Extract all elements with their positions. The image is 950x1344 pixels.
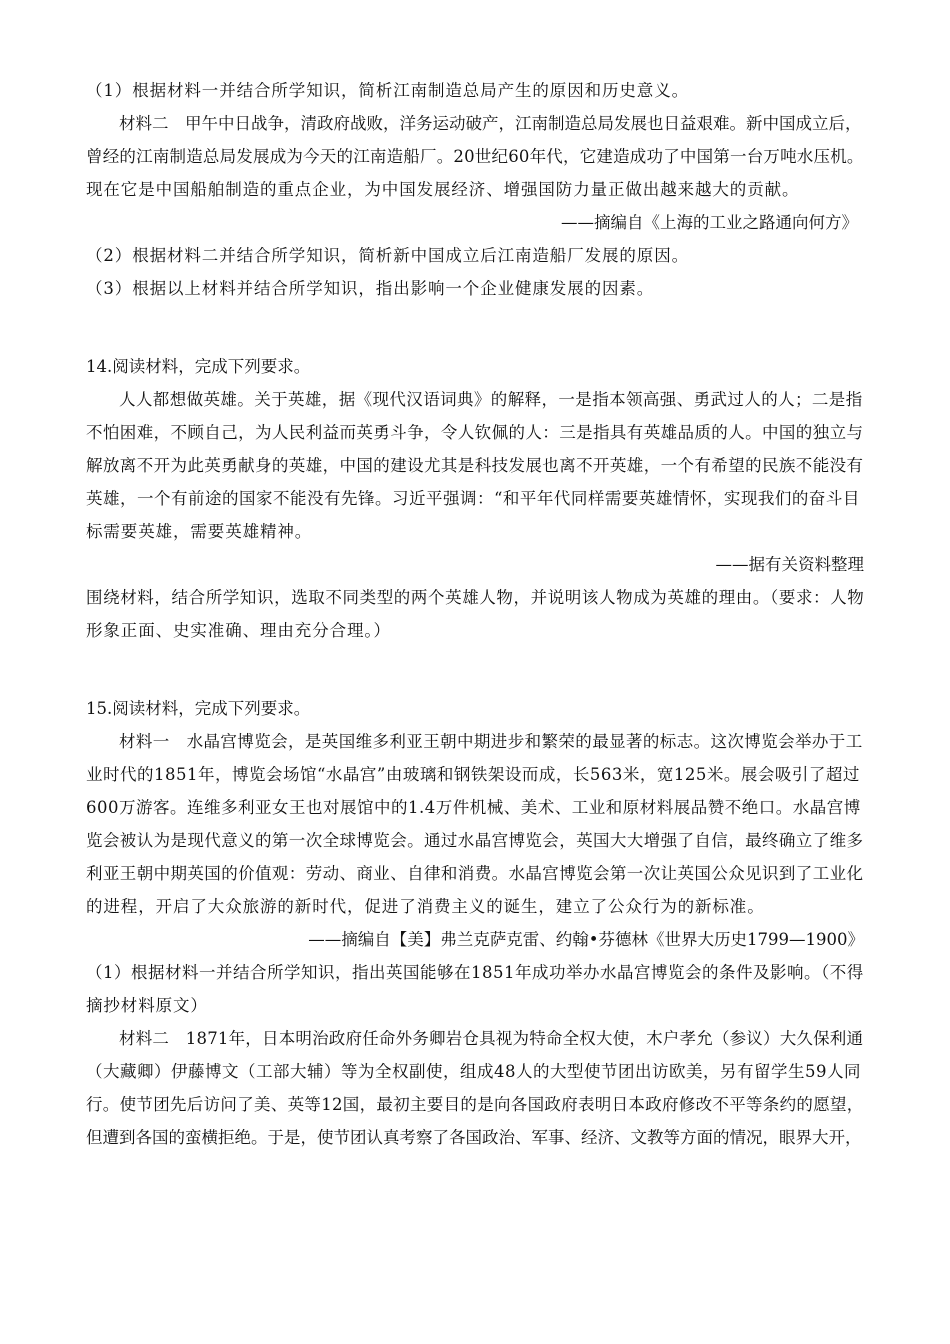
q15-sub1-line: （1）根据材料一并结合所学知识，指出英国能够在1851年成功举办水晶宫博览会的条件及影响。（不得 [86, 963, 864, 982]
q14-material-line: 英雄，一个有前途的国家不能没有先锋。习近平强调：“和平年代同样需要英雄情怀，实现我们的奋斗目 [86, 489, 860, 508]
q15-material1-line: 600万游客。连维多利亚女王也对展馆中的1.4万件机械、美术、工业和原材料展品赞不绝口。水晶宫博 [86, 798, 861, 817]
q14-task-line: 围绕材料，结合所学知识，选取不同类型的两个英雄人物，并说明该人物成为英雄的理由。（要求：人物 [86, 588, 865, 607]
q15-material1-line: 利亚王朝中期英国的价值观：劳动、商业、自律和消费。水晶宫博览会第一次让英国公众见识到了工业化 [86, 864, 864, 883]
q15-material1-line: 材料一 水晶宫博览会，是英国维多利亚王朝中期进步和繁荣的最显著的标志。这次博览会举办于工 [119, 732, 863, 751]
q13-sub2: （2）根据材料二并结合所学知识，简析新中国成立后江南造船厂发展的原因。 [86, 246, 689, 265]
q14-material-line: 不怕困难，不顾自己，为人民利益而英勇斗争，令人钦佩的人：三是指具有英雄品质的人。中国的独立与 [86, 423, 864, 442]
q15-material1-line: 览会被认为是现代意义的第一次全球博览会。通过水晶宫博览会，英国大大增强了自信，最终确立了维多 [86, 831, 864, 850]
q14-heading: 14.阅读材料，完成下列要求。 [86, 357, 311, 376]
q14-task-line: 形象正面、史实准确、理由充分合理。） [86, 621, 391, 640]
q13-sub1: （1）根据材料一并结合所学知识，简析江南制造总局产生的原因和历史意义。 [86, 81, 689, 100]
q13-material2-line: 材料二 甲午中日战争，清政府战败，洋务运动破产，江南制造总局发展也日益艰难。新中国成立后， [119, 114, 862, 133]
q15-source1: ——摘编自【美】弗兰克萨克雷、约翰•芬德林《世界大历史1799—1900》 [308, 930, 864, 949]
q13-material2-line: 现在它是中国船舶制造的重点企业，为中国发展经济、增强国防力量正做出越来越大的贡献。 [86, 180, 800, 199]
q14-material-line: 解放离不开为此英勇献身的英雄，中国的建设尤其是科技发展也离不开英雄，一个有希望的民族不能没有 [86, 456, 864, 475]
q15-material1-line: 业时代的1851年，博览会场馆“水晶宫”由玻璃和钢铁架设而成，长563米，宽125米。展会吸引了超过 [86, 765, 860, 784]
q15-material2-line: 材料二 1871年，日本明治政府任命外务卿岩仓具视为特命全权大使，木户孝允（参议）大久保利通 [119, 1029, 864, 1048]
q15-material2-line: 但遭到各国的蛮横拒绝。于是，使节团认真考察了各国政治、军事、经济、文教等方面的情况，眼界大开， [86, 1128, 862, 1147]
q14-source: ——据有关资料整理 [715, 555, 864, 574]
q15-sub1-line: 摘抄材料原文） [86, 996, 208, 1015]
q15-heading: 15.阅读材料，完成下列要求。 [86, 699, 311, 718]
q13-sub3: （3）根据以上材料并结合所学知识，指出影响一个企业健康发展的因素。 [86, 279, 655, 298]
q15-material2-line: （大藏卿）伊藤博文（工部大辅）等为全权副使，组成48人的大型使节团出访欧美，另有留学生59人同 [86, 1062, 861, 1081]
q14-material-line: 标需要英雄，需要英雄精神。 [86, 522, 313, 541]
q14-material-line: 人人都想做英雄。关于英雄，据《现代汉语词典》的解释，一是指本领高强、勇武过人的人；二是指 [119, 390, 863, 409]
q15-material1-line: 的进程，开启了大众旅游的新时代，促进了消费主义的诞生，建立了公众行为的新标准。 [86, 897, 765, 916]
exam-page [86, 74, 864, 1154]
q13-material2-line: 曾经的江南制造总局发展成为今天的江南造船厂。20世纪60年代，它建造成功了中国第一台万吨水压机。 [86, 147, 864, 166]
q13-source: ——摘编自《上海的工业之路通向何方》 [561, 213, 858, 232]
q15-material2-line: 行。使节团先后访问了美、英等12国，最初主要目的是向各国政府表明日本政府修改不平等条约的愿望， [86, 1095, 864, 1114]
